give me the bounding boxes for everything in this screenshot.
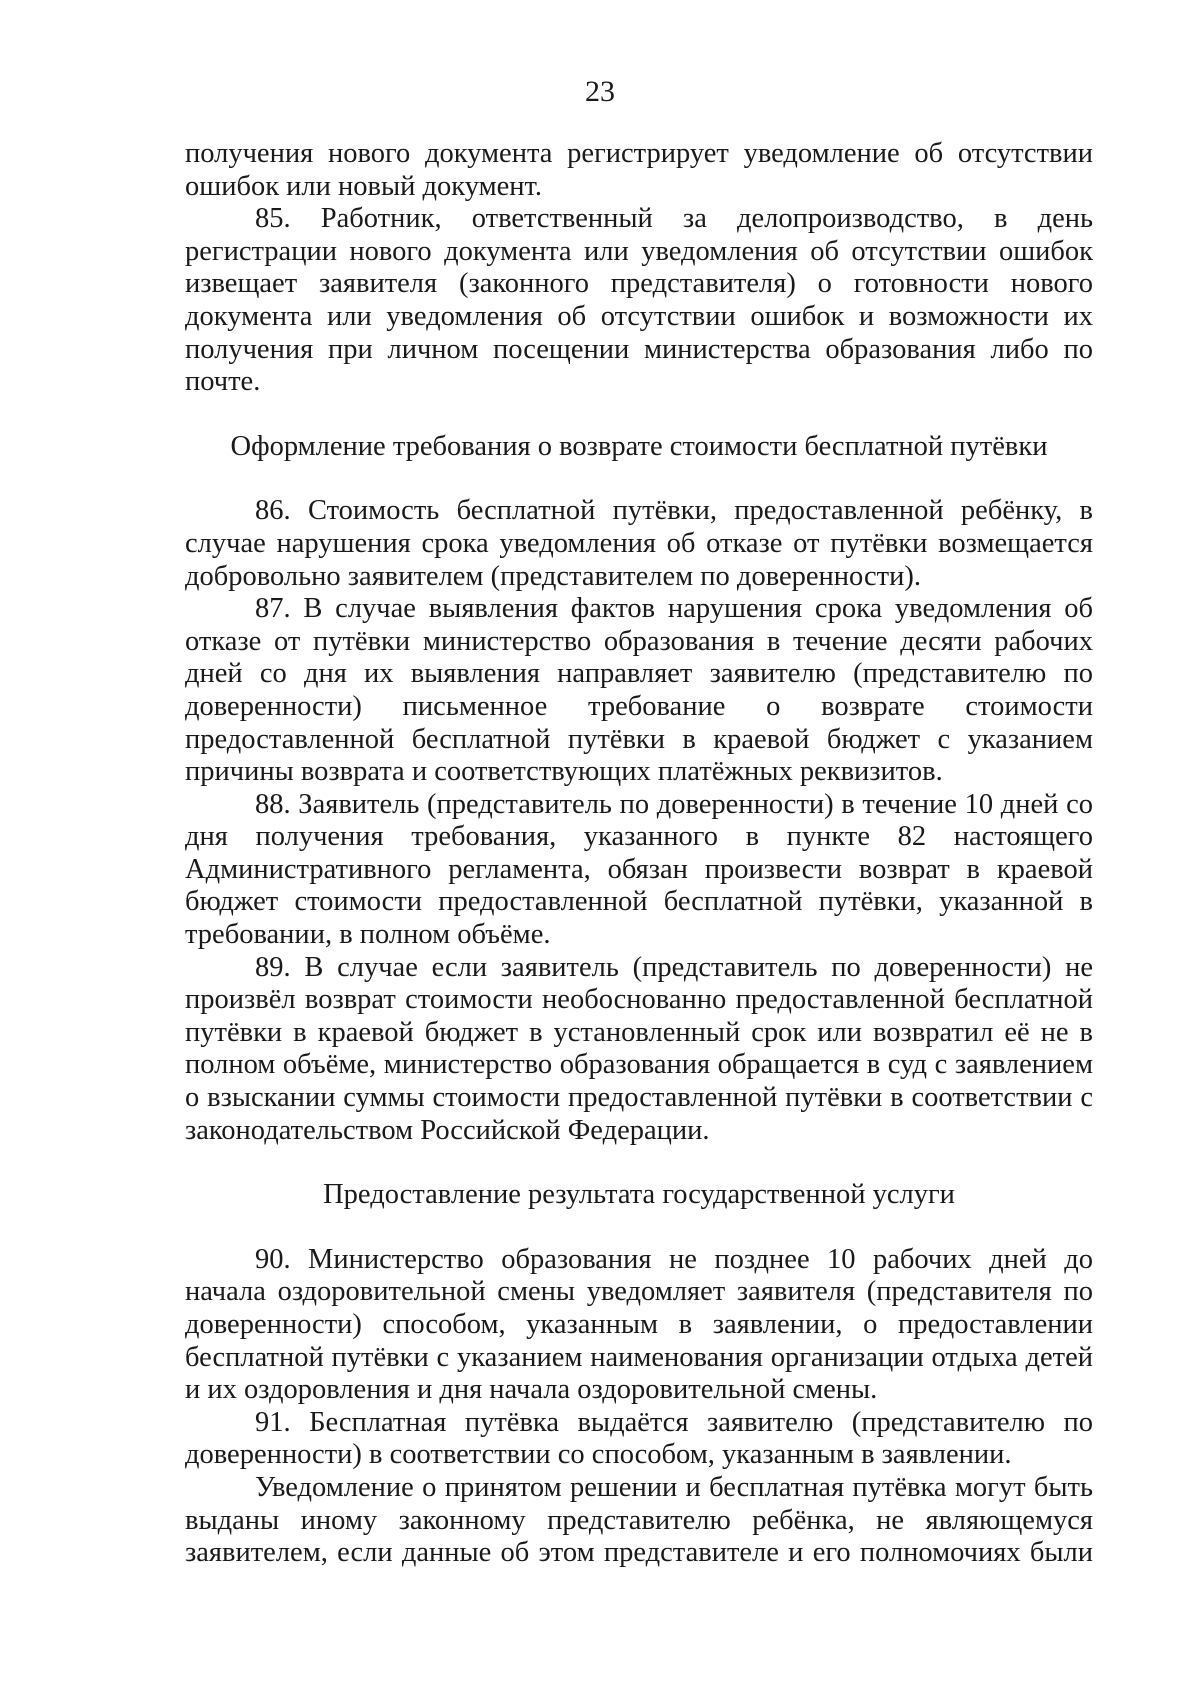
page-number: 23 (585, 75, 615, 108)
spacer (185, 1212, 1093, 1244)
spacer (185, 463, 1093, 495)
section-heading-refund-requirement: Оформление требования о возврате стоимости бесплатной путёвки (230, 430, 1048, 462)
paragraph-86: 86. Стоимость бесплатной путёвки, предоставленной ребёнку, в случае нарушения срока уведомления об отказе от путёвки возмещается добровольно заявителем (представителем по доверенности). (185, 495, 1093, 592)
spacer (185, 1147, 1093, 1179)
spacer (185, 399, 1093, 431)
paragraph-87: 87. В случае выявления фактов нарушения срока уведомления об отказе от путёвки министерство образования в течение десяти рабочих дней со дня их выявления направляет заявителю (представителю по доверенности) письменное требование о возврате стоимости предоставленной бесплатной путёвки в краевой бюджет с указанием причины возврата и соответствующих платёжных реквизитов. (185, 593, 1093, 788)
paragraph-88: 88. Заявитель (представитель по доверенности) в течение 10 дней со дня получения требования, указанного в пункте 82 настоящего Административного регламента, обязан произвести возврат в краевой бюджет стоимости предоставленной бесплатной путёвки, указанной в требовании, в полном объёме. (185, 788, 1093, 951)
paragraph-89: 89. В случае если заявитель (представитель по доверенности) не произвёл возврат стоимости необоснованно предоставленной бесплатной путёвки в краевой бюджет в установленный срок или возвратил её не в полном объёме, министерство образования обращается в суд с заявлением о взыскании суммы стоимости предоставленной путёвки в соответствии с законодательством Российской Федерации. (185, 951, 1093, 1146)
paragraph-91: 91. Бесплатная путёвка выдаётся заявителю (представителю по доверенности) в соответствии со способом, указанным в заявлении. (185, 1406, 1093, 1471)
paragraph-notification: Уведомление о принятом решении и бесплатная путёвка могут быть выданы иному законному представителю ребёнка, не являющемуся заявителем, если данные об этом представителе и его полномочиях были (185, 1471, 1093, 1569)
paragraph-90: 90. Министерство образования не позднее 10 рабочих дней до начала оздоровительной смены уведомляет заявителя (представителя по доверенности) способом, указанным в заявлении, о предоставлении бесплатной путёвки с указанием наименования организации отдыха детей и их оздоровления и дня начала оздоровительной смены. (185, 1243, 1093, 1406)
paragraph-85: 85. Работник, ответственный за делопроизводство, в день регистрации нового документа или уведомления об отсутствии ошибок извещает заявителя (законного представителя) о готовности нового документа или уведомления об отсутствии ошибок и возможности их получения при личном посещении министерства образования либо по почте. (185, 203, 1093, 398)
document-body (185, 138, 1093, 1570)
paragraph-continuation: получения нового документа регистрирует уведомление об отсутствии ошибок или новый документ. (185, 138, 1093, 202)
section-heading-service-result: Предоставление результата государственной услуги (323, 1179, 955, 1211)
